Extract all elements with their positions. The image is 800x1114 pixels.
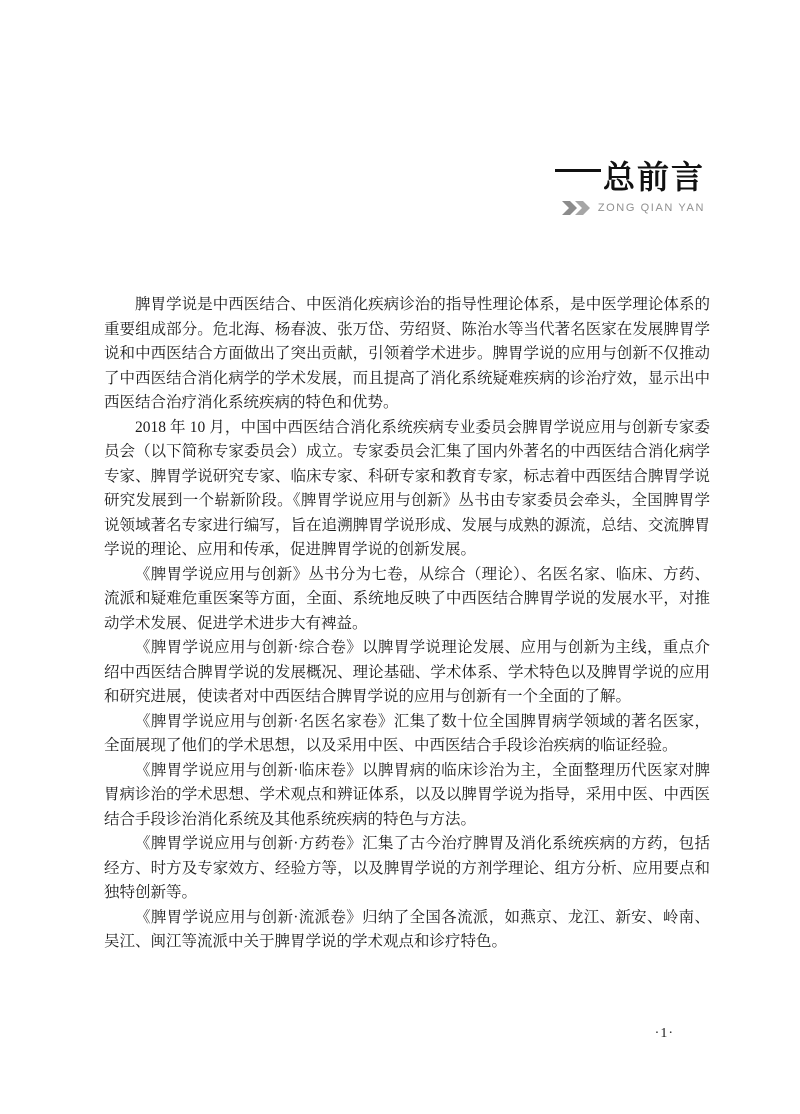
paragraph: 脾胃学说是中西医结合、中医消化疾病诊治的指导性理论体系，是中医学理论体系的重要组成部分。危北海、杨春波、张万岱、劳绍贤、陈治水等当代著名医家在发展脾胃学说和中西医结合方面做出了突出贡献，引领着学术进步。脾胃学说的应用与创新不仅推动了中西医结合消化病学的学术发展，而且提高了消化系统疑难疾病的诊治疗效，显示出中西医结合治疗消化系统疾病的特色和优势。 [104, 296, 710, 412]
preface-body [104, 293, 710, 955]
paragraph: 《脾胃学说应用与创新·综合卷》以脾胃学说理论发展、应用与创新为主线，重点介绍中西医结合脾胃学说的发展概况、理论基础、学术体系、学术特色以及脾胃学说的应用和研究进展，使读者对中西医结合脾胃学说的应用与创新有一个全面的了解。 [104, 639, 710, 706]
double-chevron-icon [562, 201, 592, 215]
pinyin-row [562, 201, 705, 215]
preface-header [0, 160, 705, 215]
paragraph: 《脾胃学说应用与创新·临床卷》以脾胃病的临床诊治为主，全面整理历代医家对脾胃病诊治的学术思想、学术观点和辨证体系，以及以脾胃学说为指导，采用中医、中西医结合手段诊治消化系统及其他系统疾病的特色与方法。 [104, 761, 710, 828]
paragraph: 《脾胃学说应用与创新》丛书分为七卷，从综合（理论）、名医名家、临床、方药、流派和疑难危重医案等方面，全面、系统地反映了中西医结合脾胃学说的发展水平，对推动学术发展、促进学术进步大有裨益。 [104, 565, 710, 632]
paragraph: 《脾胃学说应用与创新·流派卷》归纳了全国各流派，如燕京、龙江、新安、岭南、吴江、闽江等流派中关于脾胃学说的学术观点和诊疗特色。 [104, 908, 710, 951]
paragraph: 《脾胃学说应用与创新·方药卷》汇集了古今治疗脾胃及消化系统疾病的方药，包括经方、时方及专家效方、经验方等，以及脾胃学说的方剂学理论、组方分析、应用要点和独特创新等。 [104, 835, 710, 902]
paragraph: 《脾胃学说应用与创新·名医名家卷》汇集了数十位全国脾胃病学领域的著名医家，全面展现了他们的学术思想，以及采用中医、中西医结合手段诊治疾病的临证经验。 [104, 712, 710, 755]
title-pinyin: ZONG QIAN YAN [597, 202, 705, 215]
title-row [555, 160, 705, 195]
paragraph: 2018 年 10 月，中国中西医结合消化系统疾病专业委员会脾胃学说应用与创新专家委员会（以下简称专家委员会）成立。专家委员会汇集了国内外著名的中西医结合消化病学专家、脾胃学说研究专家、临床专家、科研专家和教育专家，标志着中西医结合脾胃学说研究发展到一个崭新阶段。《脾胃学说应用与创新》丛书由专家委员会牵头，全国脾胃学说领域著名专家进行编写，旨在追溯脾胃学说形成、发展与成熟的源流，总结、交流脾胃学说的理论、应用和传承，促进脾胃学说的创新发展。 [104, 418, 710, 559]
page-number: ·1· [654, 1026, 674, 1041]
page-title: 总前言 [602, 159, 705, 195]
title-rule [555, 169, 601, 172]
